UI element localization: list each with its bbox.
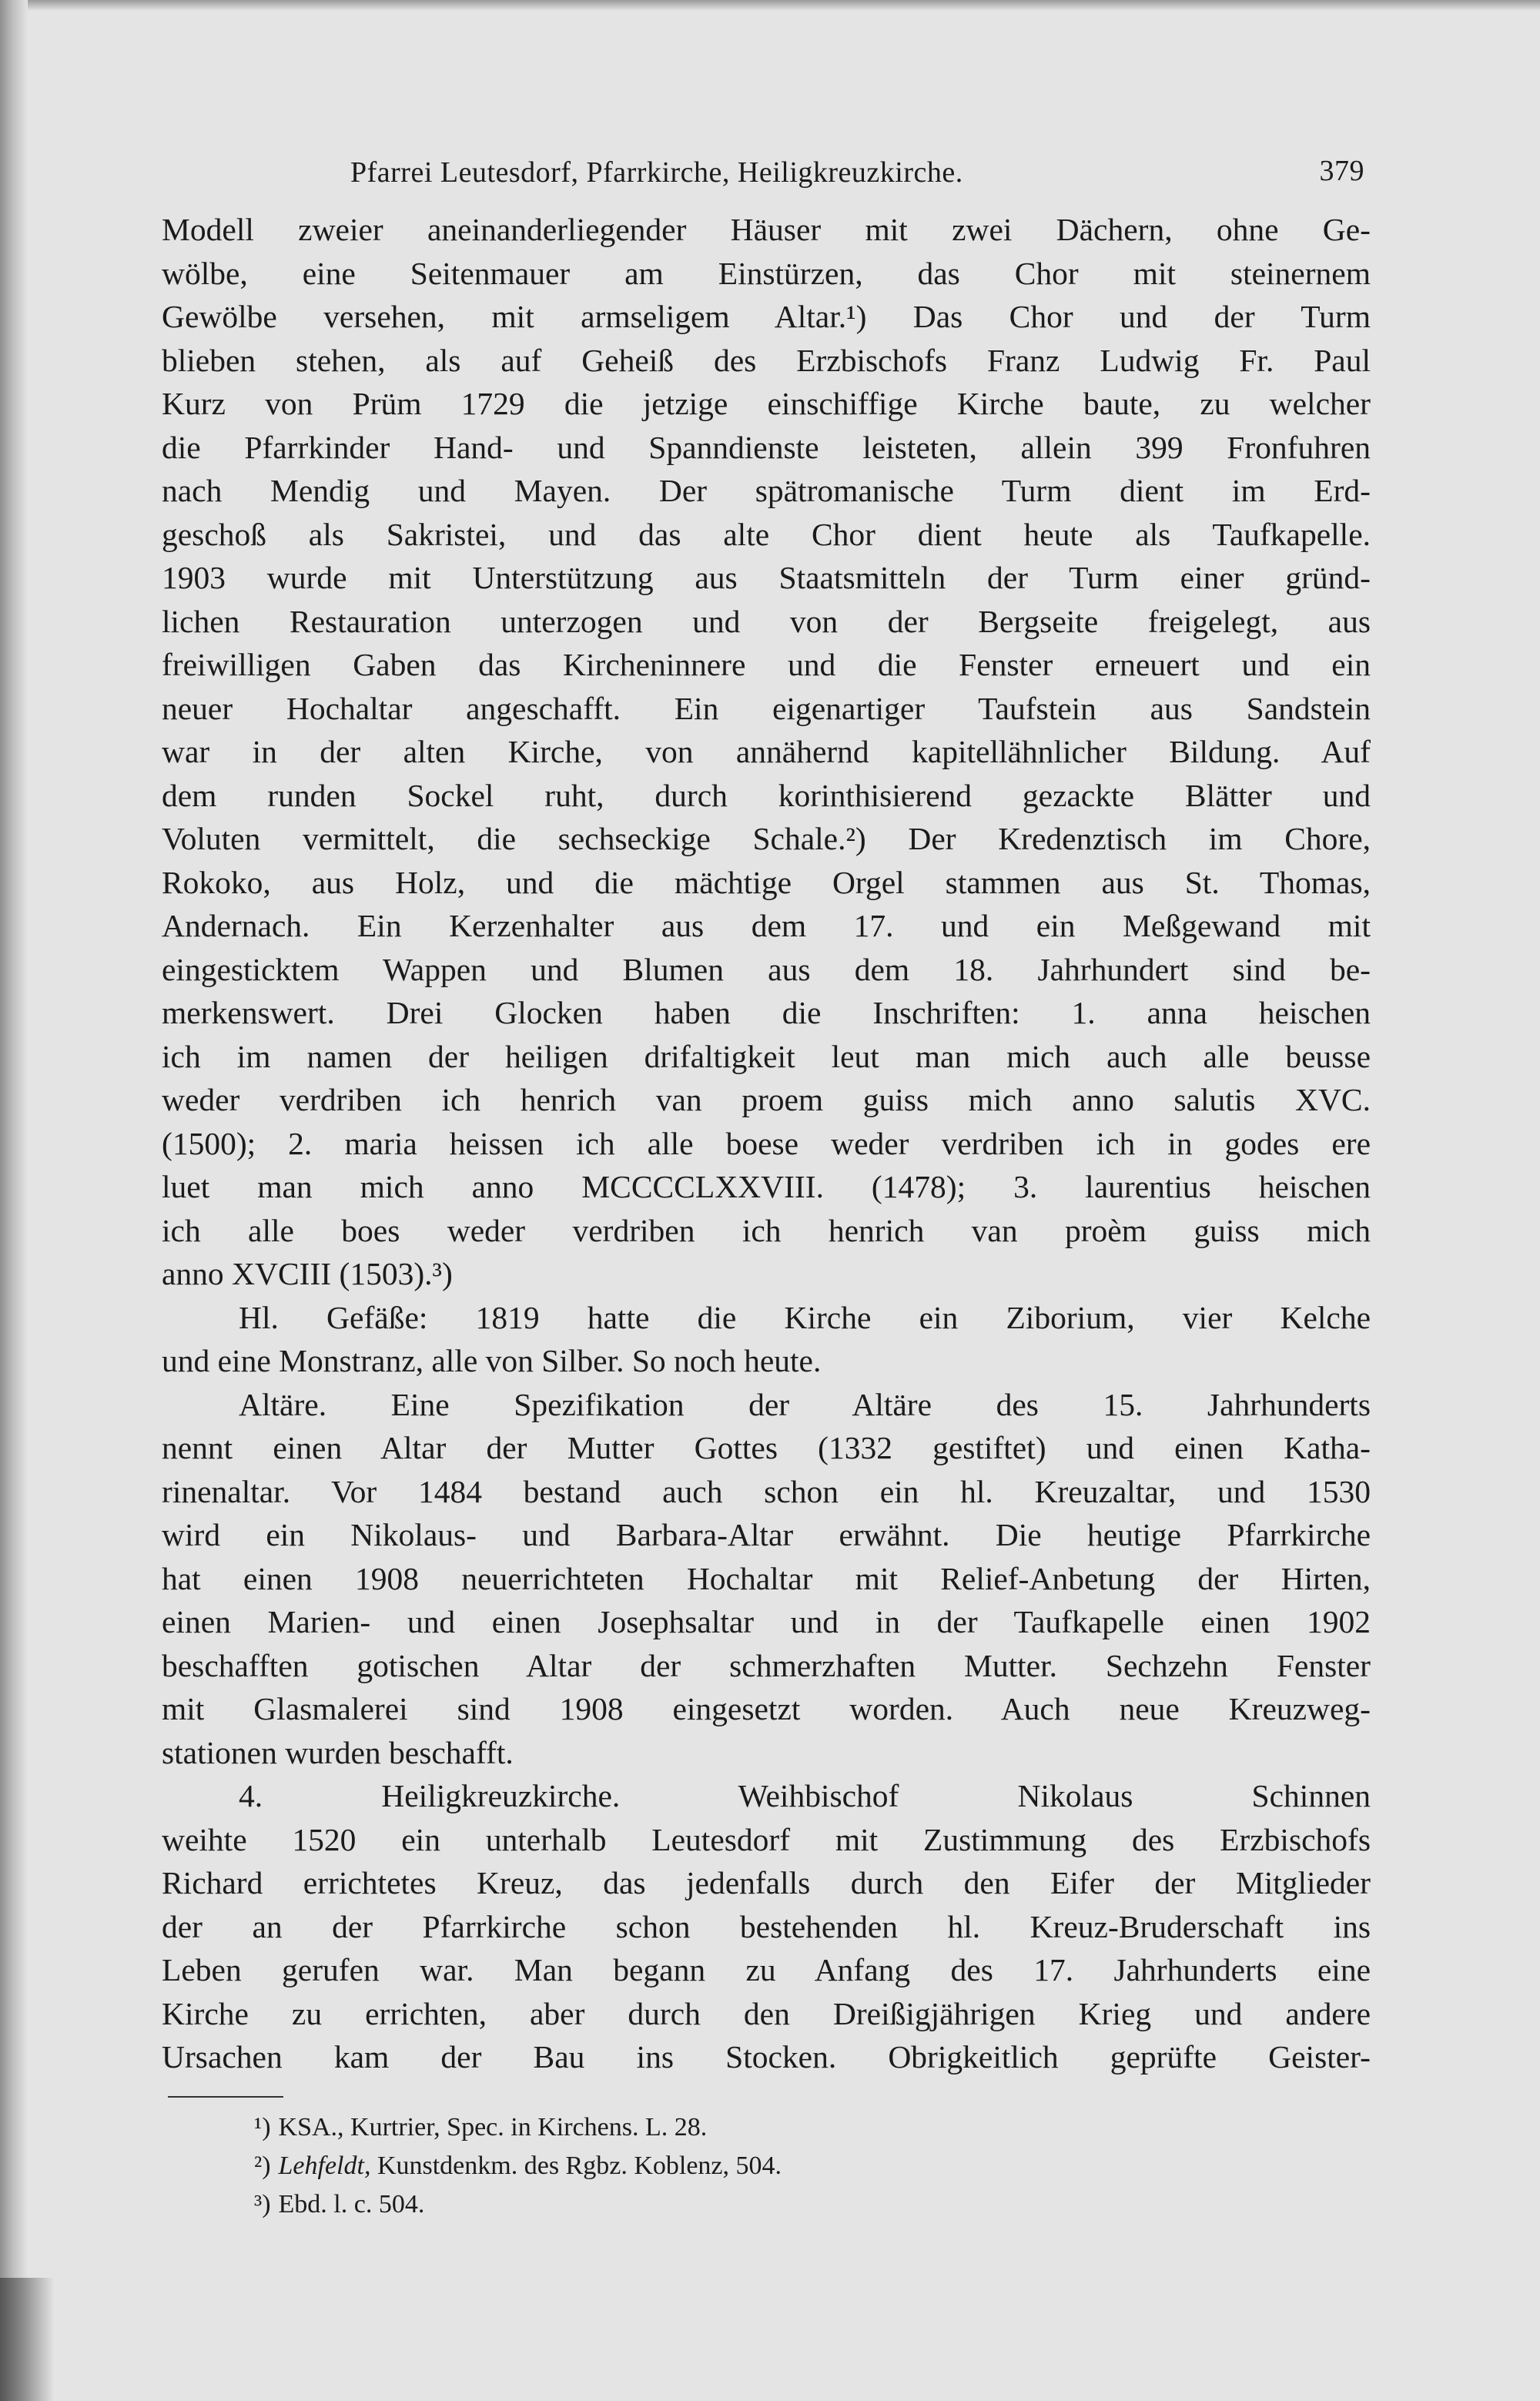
- text-line: neuer Hochaltar angeschafft. Ein eigenartiger Taufstein aus Sandstein: [162, 690, 1371, 726]
- text-line: 4. Heiligkreuzkirche. Weihbischof Nikolaus Schinnen: [239, 1778, 1371, 1813]
- text-line: Richard errichtetes Kreuz, das jedenfalls durch den Eifer der Mitglieder: [162, 1865, 1371, 1900]
- text-line: merkenswert. Drei Glocken haben die Inschriften: 1. anna heischen: [162, 995, 1371, 1030]
- text-line: nennt einen Altar der Mutter Gottes (1332 gestiftet) und einen Katha-: [162, 1430, 1371, 1465]
- text-line: rinenaltar. Vor 1484 bestand auch schon ein hl. Kreuzaltar, und 1530: [162, 1473, 1371, 1509]
- text-line: mit Glasmalerei sind 1908 eingesetzt worden. Auch neue Kreuzweg-: [162, 1691, 1371, 1726]
- text-line: Altäre. Eine Spezifikation der Altäre des 15. Jahrhunderts: [239, 1386, 1371, 1422]
- footnote-text: KSA., Kurtrier, Spec. in Kirchens. L. 28.: [278, 2112, 708, 2141]
- paragraph-1: [162, 208, 1371, 1296]
- text-line: Hl. Gefäße: 1819 hatte die Kirche ein Ziborium, vier Kelche: [239, 1299, 1371, 1335]
- text-line: ich alle boes weder verdriben ich henrich van proèm guiss mich: [162, 1212, 1371, 1248]
- text-line: luet man mich anno MCCCCLXXVIII. (1478); 3. laurentius heischen: [162, 1169, 1371, 1204]
- text-line: nach Mendig und Mayen. Der spätromanische Turm dient im Erd-: [162, 473, 1371, 508]
- text-line: ich im namen der heiligen drifaltigkeit leut man mich auch alle beusse: [162, 1038, 1371, 1074]
- text-line: Leben gerufen war. Man begann zu Anfang des 17. Jahrhunderts eine: [162, 1952, 1371, 1987]
- text-line: einen Marien- und einen Josephsaltar und in der Taufkapelle einen 1902: [162, 1604, 1371, 1639]
- text-line: die Pfarrkinder Hand- und Spanndienste leisteten, allein 399 Fronfuhren: [162, 429, 1371, 465]
- footnote-text: Ebd. l. c. 504.: [278, 2189, 425, 2218]
- scan-shadow-bottom-left: [0, 2278, 54, 2401]
- text-line: Voluten vermittelt, die sechseckige Schale.²) Der Kredenztisch im Chore,: [162, 821, 1371, 856]
- text-line: hat einen 1908 neuerrichteten Hochaltar mit Relief-Anbetung der Hirten,: [162, 1560, 1371, 1596]
- text-line: dem runden Sockel ruht, durch korinthisierend gezackte Blätter und: [162, 777, 1371, 813]
- footnote-2: [254, 2147, 1371, 2185]
- scan-shadow-top: [0, 0, 1540, 11]
- text-line: wird ein Nikolaus- und Barbara-Altar erwähnt. Die heutige Pfarrkirche: [162, 1517, 1371, 1552]
- text-line: Ursachen kam der Bau ins Stocken. Obrigkeitlich geprüfte Geister-: [162, 2039, 1371, 2075]
- text-line: Rokoko, aus Holz, und die mächtige Orgel stammen aus St. Thomas,: [162, 864, 1371, 900]
- footnote-1: [254, 2108, 1371, 2147]
- page-number: 379: [1319, 155, 1364, 187]
- text-line: Andernach. Ein Kerzenhalter aus dem 17. und ein Meßgewand mit: [162, 908, 1371, 943]
- text-line: Modell zweier aneinanderliegender Häuser mit zwei Dächern, ohne Ge-: [162, 212, 1371, 247]
- footnote-rule: [168, 2096, 283, 2098]
- footnote-mark: ¹): [254, 2112, 271, 2141]
- text-line: eingesticktem Wappen und Blumen aus dem 18. Jahrhundert sind be-: [162, 951, 1371, 987]
- text-line: geschoß als Sakristei, und das alte Chor dient heute als Taufkapelle.: [162, 516, 1371, 552]
- text-line: (1500); 2. maria heissen ich alle boese weder verdriben ich in godes ere: [162, 1125, 1371, 1161]
- scan-shadow-left: [0, 0, 28, 2401]
- text-line: weder verdriben ich henrich van proem guiss mich anno salutis XVC.: [162, 1082, 1371, 1117]
- text-line: Kurz von Prüm 1729 die jetzige einschiffige Kirche baute, zu welcher: [162, 386, 1371, 421]
- footnote-3: [254, 2185, 1371, 2224]
- text-line: und eine Monstranz, alle von Silber. So noch heute.: [162, 1343, 822, 1378]
- paragraph-altars: [162, 1383, 1371, 1775]
- text-line: weihte 1520 ein unterhalb Leutesdorf mit Zustimmung des Erzbischofs: [162, 1821, 1371, 1857]
- text-line: blieben stehen, als auf Geheiß des Erzbischofs Franz Ludwig Fr. Paul: [162, 342, 1371, 378]
- footnotes: [162, 2108, 1371, 2224]
- text-line: freiwilligen Gaben das Kircheninnere und die Fenster erneuert und ein: [162, 647, 1371, 682]
- text-line: lichen Restauration unterzogen und von der Bergseite freigelegt, aus: [162, 603, 1371, 639]
- text-line: der an der Pfarrkirche schon bestehenden hl. Kreuz-Bruderschaft ins: [162, 1908, 1371, 1944]
- text-line: Kirche zu errichten, aber durch den Dreißigjährigen Krieg und andere: [162, 1995, 1371, 2031]
- body-text: [162, 208, 1371, 2079]
- footnote-author: Lehfeldt,: [278, 2151, 371, 2180]
- footnote-mark: ³): [254, 2189, 271, 2218]
- text-line: beschafften gotischen Altar der schmerzhaften Mutter. Sechzehn Fenster: [162, 1647, 1371, 1683]
- text-line: 1903 wurde mit Unterstützung aus Staatsmitteln der Turm einer gründ-: [162, 560, 1371, 595]
- text-line: anno XVCIII (1503).³): [162, 1256, 453, 1291]
- text-line: wölbe, eine Seitenmauer am Einstürzen, das Chor mit steinernem: [162, 255, 1371, 291]
- text-line: Gewölbe versehen, mit armseligem Altar.¹) Das Chor und der Turm: [162, 299, 1371, 334]
- text-line: war in der alten Kirche, von annähernd kapitellähnlicher Bildung. Auf: [162, 734, 1371, 769]
- book-page: [162, 146, 1371, 2224]
- text-line: stationen wurden beschafft.: [162, 1734, 514, 1770]
- paragraph-vessels: [162, 1296, 1371, 1383]
- running-head: Pfarrei Leutesdorf, Pfarrkirche, Heiligkreuzkirche.: [350, 156, 963, 189]
- paragraph-heiligkreuzkirche: [162, 1774, 1371, 2079]
- footnote-mark: ²): [254, 2151, 271, 2180]
- page-header: [162, 146, 1371, 208]
- footnote-text: Kunstdenkm. des Rgbz. Koblenz, 504.: [377, 2151, 782, 2180]
